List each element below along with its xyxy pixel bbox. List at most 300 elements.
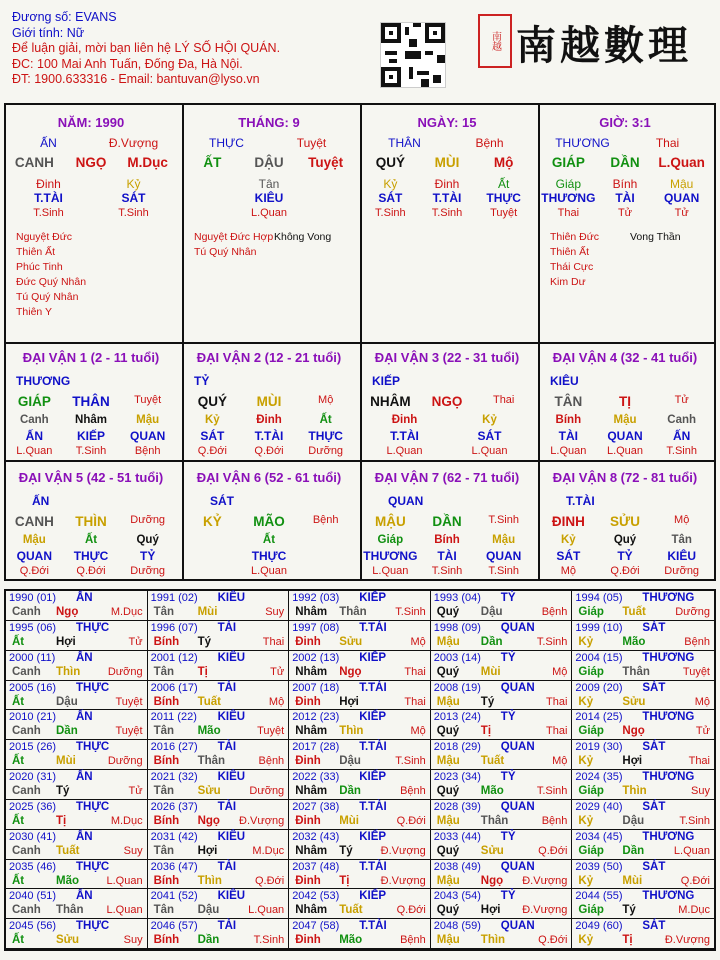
year-stage: Tuyệt [115, 695, 143, 708]
year-stem: Giáp [578, 725, 604, 738]
year-branch: Thân [480, 814, 509, 827]
dai-van-stage-cell: Dưỡng [308, 445, 344, 457]
year-cell [289, 621, 431, 651]
year-stem: Quý [436, 785, 460, 797]
star-item: Vong Thần [630, 231, 681, 243]
year-branch: Dần [339, 785, 361, 797]
dai-van-title: ĐẠI VẬN 7 (62 - 71 tuổi) [374, 470, 520, 485]
year-label: 2001 (12) [150, 651, 198, 664]
dai-van-hidden-cell: Quý [613, 534, 637, 546]
star-item: Nguyệt Đức Hợp [194, 231, 274, 243]
year-stage: Đ.Vượng [522, 874, 568, 887]
year-god: KIÊU [217, 592, 246, 604]
year-cell [289, 830, 431, 860]
year-god: SÁT [642, 860, 666, 873]
year-stage: M.Dục [678, 904, 710, 917]
year-branch: Hợi [622, 755, 643, 768]
year-stage: M.Dục [252, 844, 285, 857]
dai-van-stage-cell: L.Quan [550, 445, 587, 457]
year-stem: Nhâm [295, 606, 328, 618]
dai-van-hidden-cell: Kỷ [560, 534, 576, 546]
pillar-main [362, 155, 532, 170]
dai-van-title: ĐẠI VẬN 4 (32 - 41 tuổi) [552, 350, 698, 365]
dai-van-hidden-cell: Đinh [256, 414, 282, 426]
year-stem: Tân [153, 844, 175, 857]
pillar-gods-cell: QUAN [664, 191, 700, 205]
dai-van-main-cell: Bệnh [312, 514, 339, 526]
year-stage: Bệnh [541, 814, 568, 827]
year-stem: Quý [436, 904, 460, 917]
year-branch: Mão [197, 725, 221, 738]
dai-van-main-cell: Tử [674, 394, 689, 406]
year-cell [148, 889, 290, 919]
dai-van-stage-cell: Dưỡng [130, 565, 166, 577]
pillar-gods-cell: T.TÀI [432, 191, 462, 205]
year-stem: Ất [12, 695, 25, 708]
dai-van-stage-cell: T.Sinh [75, 445, 107, 457]
year-branch: Sửu [622, 695, 646, 708]
year-label: 1998 (09) [433, 621, 481, 634]
year-branch: Dậu [56, 695, 78, 708]
dai-van-gods-cell: QUAN [16, 549, 52, 563]
pillar-gods [6, 191, 176, 205]
year-cell [6, 651, 148, 681]
year-cell [6, 621, 148, 651]
year-god: T.TÀI [359, 681, 387, 694]
year-label: 2000 (11) [9, 651, 56, 664]
dai-van-stage-cell: Mộ [560, 565, 576, 577]
year-god: THƯƠNG [642, 592, 695, 604]
year-stem: Canh [12, 844, 41, 857]
year-god: KIẾP [359, 651, 387, 664]
pillar-stage-cell: T.Sinh [33, 207, 64, 219]
year-label: 1995 (06) [9, 621, 57, 634]
year-stem: Nhâm [295, 904, 328, 917]
year-stem: Kỷ [578, 695, 594, 708]
year-god: KIẾP [359, 830, 387, 843]
year-god: TÀI [217, 621, 237, 634]
year-branch: Thân [622, 665, 650, 678]
pillar-main-cell: NGỌ [75, 155, 107, 170]
year-cell [431, 681, 573, 711]
year-cell [431, 889, 573, 919]
pillar-hidden-cell: Đinh [36, 177, 61, 191]
year-stage: Đ.Vượng [380, 844, 426, 857]
year-cell [431, 591, 573, 621]
year-stem: Quý [436, 725, 460, 738]
year-cell [572, 710, 714, 740]
year-stage: L.Quan [106, 904, 143, 917]
year-branch: Tý [197, 635, 212, 648]
pillar-top-cell: Tuyệt [296, 136, 327, 150]
year-god: KIẾP [359, 771, 387, 783]
year-label: 2006 (17) [150, 681, 198, 694]
year-cell [289, 919, 431, 949]
dai-van-hidden-cell: Bính [555, 414, 582, 426]
year-stem: Canh [12, 785, 41, 797]
pillar-hidden [362, 177, 532, 191]
consult-line: Để luận giải, mời bạn liên hệ LÝ SỐ HỘI QUÁN. [12, 41, 281, 55]
dai-van-hidden-cell: Bính [434, 534, 460, 546]
year-branch: Mão [339, 934, 363, 947]
year-branch: Tị [339, 874, 350, 887]
year-branch: Ngọ [622, 725, 645, 738]
pillar-gods-cell: T.TÀI [34, 191, 63, 205]
dai-van-stage-cell: L.Quan [386, 445, 423, 457]
year-stage: Q.Đới [254, 874, 285, 887]
year-stage: Tử [128, 785, 143, 797]
dai-van-gods-cell: TÀI [437, 549, 457, 563]
year-stage: Suy [265, 606, 285, 618]
dai-van-stage [184, 565, 354, 577]
year-cell [572, 770, 714, 800]
year-stage: Bệnh [400, 785, 426, 797]
year-stage: T.Sinh [679, 814, 710, 827]
year-branch: Dần [480, 635, 503, 648]
year-label: 2017 (28) [292, 741, 340, 754]
dai-van-main [184, 394, 354, 409]
year-branch: Hợi [56, 635, 76, 648]
dai-van-stage [184, 445, 354, 457]
year-branch: Dần [622, 844, 645, 857]
year-cell [431, 919, 573, 949]
year-branch: Sửu [197, 785, 221, 797]
dai-van-main-cell: Mộ [318, 394, 334, 406]
year-stem: Kỷ [578, 934, 594, 947]
dai-van-hidden-cell: Kỷ [482, 414, 497, 426]
year-label: 2042 (53) [292, 890, 340, 903]
year-stem: Nhâm [295, 844, 328, 857]
dai-van-main [540, 514, 710, 529]
pillar-main-cell: Tuyệt [308, 155, 344, 170]
dai-van-main-cell: TỊ [619, 394, 631, 409]
year-god: TÀI [217, 681, 237, 694]
year-god: TỶ [500, 651, 516, 664]
year-stage: Đ.Vượng [239, 814, 285, 827]
dai-van-hidden [540, 414, 710, 426]
year-stem: Canh [12, 606, 41, 618]
dai-van-gods-cell: SÁT [477, 429, 502, 443]
year-stem: Mậu [436, 635, 460, 648]
star-item: Không Vong [274, 231, 332, 243]
year-stem: Nhâm [295, 725, 328, 738]
dai-van-main-cell: KỶ [202, 514, 222, 529]
year-stem: Bính [153, 635, 180, 648]
pillar-top-cell: Đ.Vượng [108, 136, 159, 150]
year-label: 2046 (57) [150, 920, 198, 933]
dai-van-main-cell: NHÂM [370, 394, 411, 409]
year-label: 1990 (01) [9, 592, 57, 604]
pillar-hidden-cell: Mậu [670, 177, 694, 191]
year-god: QUAN [500, 741, 535, 754]
year-god: ẤN [76, 830, 93, 843]
dai-van-gods [6, 549, 176, 563]
year-branch: Mão [56, 874, 79, 887]
pillar-main-cell: CANH [14, 155, 54, 170]
pillar-stage [540, 207, 710, 219]
dai-van-god: T.TÀI [566, 494, 595, 508]
year-god: THƯƠNG [642, 771, 695, 783]
year-god: THƯƠNG [642, 890, 695, 903]
year-god: T.TÀI [359, 621, 387, 634]
dai-van-hidden-cell: Ất [262, 534, 276, 546]
year-label: 1999 (10) [575, 621, 623, 634]
dai-van-gods-cell: TỶ [140, 549, 156, 563]
dai-van-gods-cell: THƯƠNG [363, 549, 418, 563]
dai-van-gods [540, 429, 710, 443]
pillar-main-cell: L.Quan [658, 155, 705, 170]
year-god: T.TÀI [359, 920, 387, 933]
dai-van-title: ĐẠI VẬN 8 (72 - 81 tuổi) [552, 470, 698, 485]
year-cell [6, 740, 148, 770]
dai-van-stage [540, 445, 710, 457]
year-stage: Thai [545, 725, 568, 738]
pillar-stage [6, 207, 176, 219]
year-stage: Tuyệt [115, 725, 143, 738]
pillar-title: NGÀY: 15 [417, 115, 477, 130]
dai-van-gods-cell: SÁT [200, 429, 225, 443]
pillar-gods-cell: KIÊU [254, 191, 284, 205]
owner-gender: Giới tính: Nữ [12, 25, 85, 40]
year-stem: Tân [153, 904, 175, 917]
year-branch: Tị [480, 725, 492, 738]
dai-van-hidden [362, 414, 532, 426]
year-god: TỶ [500, 711, 516, 724]
year-god: TÀI [217, 741, 237, 754]
header-info [12, 10, 280, 88]
dai-van-title: ĐẠI VẬN 6 (52 - 61 tuổi) [196, 470, 342, 485]
year-god: SÁT [642, 741, 666, 754]
dai-van-main-cell: QUÝ [197, 394, 227, 409]
year-label: 2023 (34) [433, 771, 481, 783]
year-cell [572, 889, 714, 919]
dai-van-god: QUAN [388, 494, 424, 508]
pillar-hidden-cell: Tân [258, 177, 280, 191]
year-branch: Mùi [197, 606, 218, 618]
year-stem: Bính [153, 874, 180, 887]
dai-van-main [6, 394, 176, 409]
pillar-main-cell: M.Dục [127, 155, 168, 170]
dai-van-main [362, 394, 532, 409]
dai-van-main [362, 514, 532, 529]
pillar-top-cell: THƯƠNG [555, 136, 610, 150]
dai-van-title: ĐẠI VẬN 5 (42 - 51 tuổi) [18, 470, 164, 485]
year-stage: T.Sinh [536, 785, 568, 797]
year-label: 2049 (60) [575, 920, 623, 933]
year-branch: Mão [622, 635, 646, 648]
dai-van-hidden [6, 534, 176, 546]
year-god: T.TÀI [359, 860, 387, 873]
year-stem: Kỷ [578, 874, 594, 887]
year-stage: Suy [123, 934, 143, 947]
dai-van-main [184, 514, 354, 529]
pillar-hidden-cell: Ất [498, 177, 510, 191]
year-god: KIẾP [359, 711, 387, 724]
year-branch: Ngọ [339, 665, 362, 678]
year-branch: Thân [339, 606, 367, 618]
year-stem: Bính [153, 695, 180, 708]
pillar-main-cell: ẤT [203, 155, 222, 170]
pillar-title: GIỜ: 3:1 [599, 115, 651, 130]
year-stem: Giáp [578, 665, 604, 678]
pillar-top-cell: THÂN [388, 136, 421, 150]
dai-van-main-cell: Tuyệt [134, 394, 162, 406]
pillar-hidden [540, 177, 710, 191]
pillar-hidden [6, 177, 176, 191]
year-branch: Mùi [56, 755, 76, 768]
pillar-gods-cell: SÁT [378, 191, 403, 205]
dai-van-main-cell: TÂN [554, 394, 583, 409]
year-cell [572, 740, 714, 770]
year-label: 2045 (56) [9, 920, 57, 933]
year-branch: Sửu [480, 844, 504, 857]
year-god: QUAN [500, 800, 535, 813]
year-stage: T.Sinh [395, 755, 426, 768]
dai-van-main-cell: DẦN [432, 514, 462, 529]
year-stem: Ất [12, 874, 25, 887]
year-cell [6, 681, 148, 711]
year-label: 2024 (35) [575, 771, 623, 783]
year-label: 2026 (37) [150, 800, 198, 813]
year-label: 1992 (03) [292, 592, 340, 604]
year-label: 2021 (32) [150, 771, 198, 783]
year-label: 2010 (21) [9, 711, 57, 724]
dai-van-hidden-cell: Ất [84, 534, 98, 546]
pillar-main [6, 155, 176, 170]
year-stem: Quý [436, 665, 460, 678]
dai-van-stage [362, 565, 532, 577]
year-stage: Đ.Vượng [522, 904, 568, 917]
dai-van-gods [6, 429, 176, 443]
pillar-top [184, 136, 354, 150]
year-cell [572, 919, 714, 949]
year-label: 2036 (47) [150, 860, 198, 873]
year-god: ẤN [76, 592, 93, 604]
year-stage: Dưỡng [107, 665, 143, 678]
dai-van-stage-cell: T.Sinh [666, 445, 697, 457]
year-label: 1997 (08) [292, 621, 340, 634]
year-branch: Mùi [622, 874, 643, 887]
pillar-gods [362, 191, 532, 205]
pillar-stars [16, 230, 86, 320]
year-label: 2016 (27) [150, 741, 198, 754]
year-branch: Mùi [339, 814, 359, 827]
year-cell [6, 770, 148, 800]
pillar-stage-cell: L.Quan [250, 207, 288, 219]
dai-van-hidden [540, 534, 710, 546]
year-stage: Q.Đới [396, 904, 426, 917]
pillar-title: THÁNG: 9 [238, 115, 300, 130]
year-cell [289, 860, 431, 890]
dai-van-hidden [6, 414, 176, 426]
year-cell [572, 800, 714, 830]
year-stage: M.Dục [110, 814, 143, 827]
year-stem: Kỷ [578, 635, 594, 648]
star-item: Thiên Đức [550, 231, 600, 243]
year-stage: Mộ [410, 725, 426, 738]
dai-van-gods-cell: THỰC [251, 549, 287, 563]
year-label: 2008 (19) [433, 681, 481, 694]
star-item: Thiên Y [16, 306, 52, 318]
year-stage: Bệnh [684, 635, 710, 648]
dai-van-gods-cell: T.TÀI [254, 429, 284, 443]
year-stage: Suy [691, 785, 710, 797]
dai-van-main-cell: Thai [492, 394, 515, 406]
year-branch: Thân [56, 904, 84, 917]
pillar-stage-cell: Thai [557, 207, 580, 219]
year-label: 2031 (42) [150, 830, 198, 843]
year-stem: Đinh [295, 635, 321, 648]
year-god: KIẾP [359, 592, 387, 604]
dai-van-gods-cell: KIÊU [667, 549, 697, 563]
year-label: 2027 (38) [292, 800, 340, 813]
year-cell [431, 830, 573, 860]
red-seal-icon [478, 14, 512, 68]
year-stem: Bính [153, 934, 180, 947]
pillar-main-cell: DẦN [610, 155, 640, 170]
year-label: 2035 (46) [9, 860, 57, 873]
dai-van-god: ẤN [32, 494, 50, 508]
year-cell [431, 621, 573, 651]
dai-van-stage [540, 565, 710, 577]
pillar-gods [184, 191, 354, 205]
year-stage: T.Sinh [536, 635, 568, 648]
year-label: 1994 (05) [575, 592, 623, 604]
dai-van-gods [362, 429, 532, 443]
dai-van-stage-cell: Q.Đới [76, 565, 106, 577]
year-branch: Tý [339, 844, 353, 857]
year-branch: Dậu [339, 755, 361, 768]
year-god: ẤN [76, 711, 93, 724]
year-god: T.TÀI [359, 741, 387, 754]
year-stem: Mậu [436, 934, 460, 947]
year-label: 2007 (18) [292, 681, 340, 694]
year-stage: Dưỡng [107, 755, 143, 768]
star-item: Thái Cực [550, 261, 594, 273]
year-god: THỰC [76, 681, 110, 694]
year-god: SÁT [642, 621, 666, 634]
dai-van-main-cell: MẬU [374, 514, 406, 529]
year-cell [572, 651, 714, 681]
year-cell [289, 651, 431, 681]
dai-van-gods [362, 549, 532, 563]
year-stage: Suy [123, 844, 143, 857]
year-god: KIẾP [359, 890, 387, 903]
year-label: 2041 (52) [150, 890, 198, 903]
year-label: 2013 (24) [433, 711, 481, 724]
year-stage: Thai [688, 755, 710, 768]
pillar-gods-cell: TÀI [615, 191, 635, 205]
year-stem: Ất [12, 635, 25, 648]
dai-van-god: TỶ [194, 374, 210, 388]
pillar-main-cell: DẬU [254, 155, 284, 170]
year-cell [572, 591, 714, 621]
year-branch: Tuất [622, 606, 646, 618]
year-label: 2012 (23) [292, 711, 340, 724]
pillar-main [184, 155, 354, 170]
year-stem: Mậu [436, 695, 460, 708]
dai-van-gods-cell: QUAN [130, 429, 166, 443]
year-stem: Bính [153, 755, 180, 768]
year-stage: L.Quan [106, 874, 143, 887]
pillar-stage-cell: Tử [617, 207, 633, 219]
chart-grid [4, 103, 716, 581]
year-god: ẤN [76, 651, 93, 664]
contact-line: ĐT: 1900.633316 - Email: bantuvan@lyso.vn [12, 72, 260, 86]
pillar-top [362, 136, 532, 150]
pillar-hidden [184, 177, 354, 191]
year-god: SÁT [642, 681, 666, 694]
